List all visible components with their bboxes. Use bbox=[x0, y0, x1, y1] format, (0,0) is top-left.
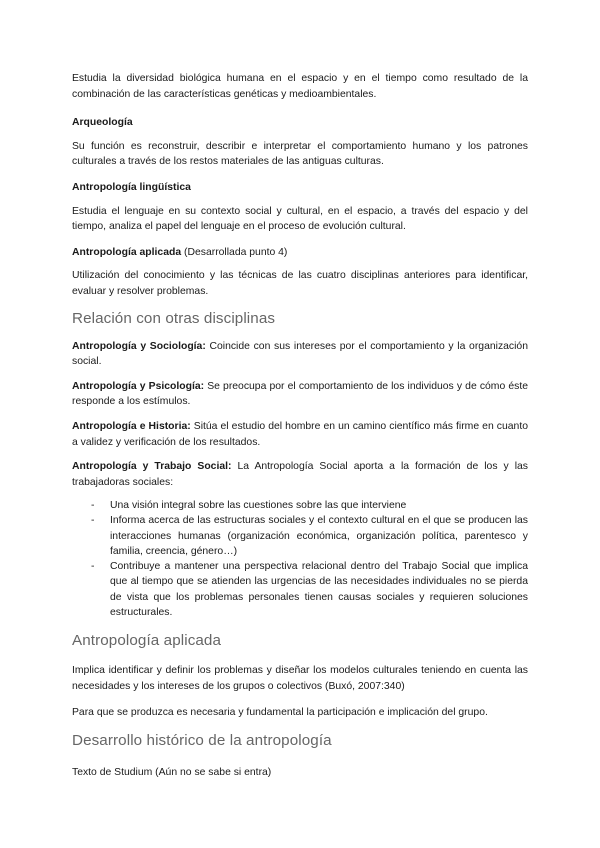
subheading-aplicada bbox=[72, 245, 528, 261]
subheading-linguistica: Antropología lingüística bbox=[72, 181, 191, 193]
heading-relacion: Relación con otras disciplinas bbox=[72, 309, 276, 327]
paragraph-linguistica: Estudia el lenguaje en su contexto social y cultural, en el espacio, a través del espacio y del tiempo, analiza el papel del lenguaje en el proceso de evolución cultural. bbox=[72, 205, 528, 233]
aportes-list bbox=[72, 498, 528, 620]
paragraph-aplicada-2: Para que se produzca es necesaria y fundamental la participación e implicación del grupo. bbox=[72, 707, 488, 719]
relacion-psicologia-label: Antropología y Psicología: bbox=[72, 380, 205, 392]
heading-desarrollo: Desarrollo histórico de la antropología bbox=[72, 731, 332, 749]
list-item: - Una visión integral sobre las cuestiones sobre las que interviene bbox=[110, 498, 528, 513]
heading-aplicada: Antropología aplicada bbox=[72, 631, 222, 649]
page-content bbox=[72, 71, 528, 780]
subheading-aplicada-note: (Desarrollada punto 4) bbox=[181, 246, 288, 258]
relacion-psicologia bbox=[72, 379, 528, 410]
relacion-trabajo-social-text: La Antropología Social aporta a la formación de los y las trabajadoras sociales: bbox=[72, 461, 529, 488]
relacion-sociologia bbox=[72, 339, 528, 370]
paragraph-desarrollo: Texto de Studium (Aún no se sabe si entra) bbox=[72, 766, 272, 778]
paragraph-aplicada-sub: Utilización del conocimiento y las técnicas de las cuatro disciplinas anteriores para identificar, evaluar y resolver problemas. bbox=[72, 270, 528, 297]
list-item: - Contribuye a mantener una perspectiva relacional dentro del Trabajo Social que implica que al tiempo que se atienden las urgencias de las necesidades individuales no se pierda de vista que los problemas personales tienen causas sociales y requieren soluciones estructurales. bbox=[110, 559, 528, 620]
subheading-aplicada-title: Antropología aplicada bbox=[72, 246, 182, 258]
relacion-historia-text: Sitúa el estudio del hombre en un camino científico más firme en cuanto a validez y verificación de los resultados. bbox=[72, 420, 528, 448]
subheading-arqueologia: Arqueología bbox=[72, 117, 133, 129]
relacion-trabajo-social bbox=[72, 459, 528, 490]
relacion-sociologia-label: Antropología y Sociología: bbox=[72, 340, 206, 352]
list-item: - Informa acerca de las estructuras sociales y el contexto cultural en el que se producen las interacciones humanas (organización económica, organización política, parentesco y familia, creencia, género…) bbox=[110, 513, 528, 559]
paragraph-aplicada-1: Implica identificar y definir los problemas y diseñar los modelos culturales teniendo en cuenta las necesidades y los intereses de los grupos o colectivos (Buxó, 2007:340) bbox=[72, 664, 528, 692]
intro-paragraph: Estudia la diversidad biológica humana en el espacio y en el tiempo como resultado de la combinación de las características genéticas y medioambientales. bbox=[72, 73, 528, 100]
relacion-historia-label: Antropología e Historia: bbox=[72, 420, 191, 432]
relacion-psicologia-text: Se preocupa por el comportamiento de los individuos y de cómo éste responde a los estímulos. bbox=[72, 380, 529, 408]
relacion-sociologia-text: Coincide con sus intereses por el comportamiento y la organización social. bbox=[72, 340, 528, 368]
paragraph-arqueologia: Su función es reconstruir, describir e interpretar el comportamiento humano y los patrones culturales a través de los restos materiales de las antiguas culturas. bbox=[72, 140, 528, 168]
relacion-historia bbox=[72, 419, 528, 450]
relacion-trabajo-social-label: Antropología y Trabajo Social: bbox=[72, 461, 232, 473]
